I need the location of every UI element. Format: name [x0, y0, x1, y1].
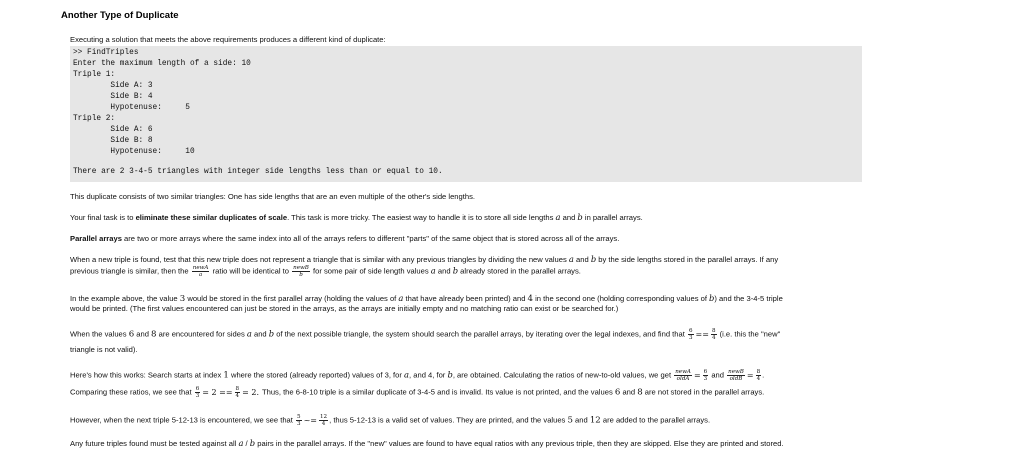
fraction: $\frac{\text{newB}}{\text{oldB}}$	[728, 369, 744, 382]
paragraph-7-line-1: Here's how this works: Search starts at index 1 where the stored (already reported) values of 3, for a, and 4, for b, are obtained. Calculating the ratios of new-to-old values, we get $\frac{\text{newA}}{\text{oldA}}$ = $\frac{6}{3}$ and $\frac{\text{newB}}{\text{oldB}}$ = $\frac{8}{4}$ .	[70, 369, 765, 382]
code-line: Enter the maximum length of a side: 10	[73, 60, 251, 68]
paragraph-4-line-2: previous triangle is similar, then the $\frac{\text{newA}}{a}$ ratio will be identical to $\frac{\text{newB}}{b}$ for some pair of side length values a and b already stored in the parallel arrays.	[70, 265, 581, 278]
paragraph-5-line-1: In the example above, the value 3 would be stored in the first parallel array (holding the values of a that have already been printed) and 4 in the second one (holding corresponding values of b) and the 3-4-5 triple	[70, 293, 783, 304]
intro-text: Executing a solution that meets the above requirements produces a different kind of duplicate:	[70, 35, 386, 44]
fraction: $\frac{\text{newB}}{b}$	[293, 265, 309, 278]
fraction: $\frac{8}{4}$	[235, 386, 240, 399]
code-line: Triple 2:	[73, 115, 116, 123]
emphasis: eliminate these similar duplicates of scale	[135, 213, 288, 222]
fraction: $\frac{6}{3}$	[703, 369, 708, 382]
section-heading: Another Type of Duplicate	[61, 10, 179, 21]
paragraph-2: Your final task is to eliminate these similar duplicates of scale. This task is more tricky. The easiest way to handle it is to store all side lengths a and b in parallel arrays.	[70, 212, 643, 222]
paragraph-4-line-1: When a new triple is found, test that this new triple does not represent a triangle that is similar with any previous triangles by dividing the new values a and b by the side lengths stored in the parallel arrays. If any	[70, 254, 779, 264]
code-line: Hypotenuse: 5	[73, 104, 190, 112]
paragraph-6-line-2: triangle is not valid).	[70, 345, 138, 354]
code-line: Hypotenuse: 10	[73, 148, 195, 156]
code-line: Side A: 3	[73, 82, 153, 90]
fraction: $\frac{6}{3}$	[195, 386, 200, 399]
fraction: $\frac{12}{4}$	[319, 414, 328, 427]
emphasis: Parallel arrays	[70, 234, 122, 243]
code-line: Side B: 4	[73, 93, 153, 101]
fraction: $\frac{8}{4}$	[756, 369, 761, 382]
fraction: $\frac{\text{newA}}{a}$	[192, 265, 209, 278]
paragraph-5-line-2: would be printed. (The first values encountered can just be stored in the arrays, as the arrays are initially empty and no matching ratio can exist or be searched for.)	[70, 304, 619, 313]
code-line: There are 2 3-4-5 triangles with integer side lengths less than or equal to 10.	[73, 168, 443, 176]
paragraph-3: Parallel arrays are two or more arrays where the same index into all of the arrays refers to different "parts" of the same object that is stored across all of the arrays.	[70, 234, 620, 243]
code-line: >> FindTriples	[73, 49, 139, 57]
paragraph-6-line-1: When the values 6 and 8 are encountered for sides a and b of the next possible triangle, the system should search the parallel arrays, by iterating over the legal indexes, and find that $\frac{6}{3}$ == $\frac{8}{4}$ (i.e. this the "new"	[70, 328, 781, 341]
fraction: $\frac{5}{3}$	[297, 414, 301, 427]
paragraph-1: This duplicate consists of two similar triangles: One has side lengths that are an even multiple of the other's side lengths.	[70, 192, 475, 201]
code-line: Side B: 8	[73, 137, 153, 145]
paragraph-9: Any future triples found must be tested against all a / b pairs in the parallel arrays. If the "new" values are found to have equal ratios with any previous triple, then they are skipped. Else they are printed and stored.	[70, 438, 784, 448]
paragraph-7-line-2: Comparing these ratios, we see that $\frac{6}{3}$ = 2 == $\frac{8}{4}$ = 2. Thus, the 6-8-10 triple is a similar duplicate of 3-4-5 and is invalid. Its value is not printed, and the values 6 and 8 are not stored in the parallel arrays.	[70, 386, 765, 399]
fraction: $\frac{\text{newA}}{\text{oldA}}$	[675, 369, 691, 382]
code-block	[70, 46, 862, 182]
fraction: $\frac{8}{4}$	[711, 328, 716, 341]
code-line: Triple 1:	[73, 71, 116, 79]
paragraph-8: However, when the next triple 5-12-13 is encountered, we see that $\frac{5}{3}$ ~= $\frac{12}{4}$ , thus 5-12-13 is a valid set of values. They are printed, and the values 5 and 12 are added to the parallel arrays.	[70, 414, 711, 427]
code-line: Side A: 6	[73, 126, 153, 134]
fraction: $\frac{6}{3}$	[688, 328, 693, 341]
